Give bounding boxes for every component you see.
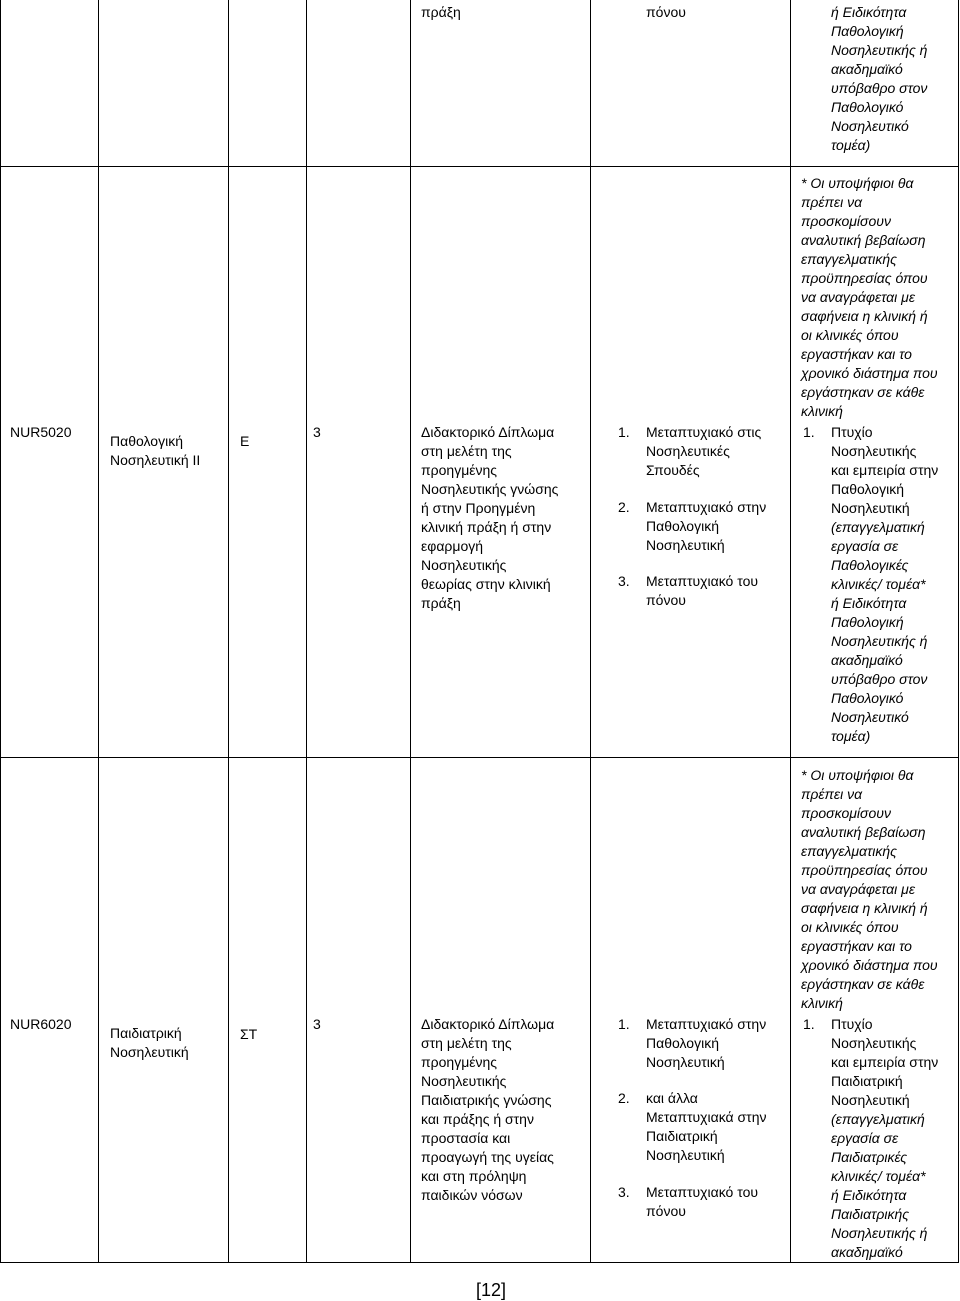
text-line: προϋπηρεσίας όπου bbox=[801, 862, 928, 878]
text-line: Παθολογική bbox=[831, 614, 904, 630]
text-line: Παιδιατρικές bbox=[831, 1149, 908, 1165]
text-line: Νοσηλευτική bbox=[831, 500, 910, 516]
list-item bbox=[618, 498, 788, 558]
table-border-left bbox=[0, 0, 1, 1263]
text-line: * Οι υποψήφιοι θα bbox=[801, 767, 914, 783]
text-line: τομέα) bbox=[831, 728, 871, 744]
text-line: Μεταπτυχιακό στην bbox=[646, 499, 767, 515]
text-line: σαφήνεια η κλινική ή bbox=[801, 308, 928, 324]
text-line: Παθολογική bbox=[646, 1035, 719, 1051]
text-line: πρέπει να bbox=[801, 786, 863, 802]
text-line: πόνου bbox=[646, 1203, 686, 1219]
text-line: Παιδιατρικής bbox=[831, 1206, 910, 1222]
text-line: Παιδιατρική bbox=[110, 1025, 182, 1041]
cell-quals-continued bbox=[831, 3, 927, 155]
text-line: επαγγελματικής bbox=[801, 843, 897, 859]
text-line: οι κλινικές όπου bbox=[801, 919, 899, 935]
text-line: ή Ειδικότητα bbox=[831, 595, 907, 611]
text-line: Παθολογικό bbox=[831, 99, 904, 115]
table-border-right bbox=[958, 0, 959, 1263]
text-line: * Οι υποψήφιοι θα bbox=[801, 175, 914, 191]
course-code: NUR6020 bbox=[10, 1016, 72, 1032]
list-item bbox=[618, 572, 788, 612]
text-line: Νοσηλευτικής bbox=[831, 443, 917, 459]
text-line: Διδακτορικό Δίπλωμα bbox=[421, 1016, 555, 1032]
text-line: Παθολογική bbox=[831, 23, 904, 39]
text-line: πόνου bbox=[646, 592, 686, 608]
text-line: Νοσηλευτικής ή bbox=[831, 42, 928, 58]
text-line: Νοσηλευτικής ή bbox=[831, 633, 928, 649]
text-line: προσκομίσουν bbox=[801, 213, 891, 229]
column-divider bbox=[98, 0, 99, 1263]
text-line: κλινική bbox=[801, 403, 843, 419]
text-line: παιδικών νόσων bbox=[421, 1187, 523, 1203]
cell-prereq-continued: πόνου bbox=[646, 4, 686, 20]
text-line: Παιδιατρική bbox=[646, 1128, 718, 1144]
text-line: εργάστηκαν σε κάθε bbox=[801, 976, 925, 992]
text-line: ακαδημαϊκό bbox=[831, 652, 903, 668]
text-line: κλινικές/ τομέα* bbox=[831, 1168, 926, 1184]
course-title bbox=[110, 1024, 189, 1062]
text-line: και άλλα bbox=[646, 1090, 698, 1106]
column-divider bbox=[306, 0, 307, 1263]
text-line: Νοσηλευτική bbox=[831, 1092, 910, 1108]
text-line: ή στην Προηγμένη bbox=[421, 500, 536, 516]
text-line: κλινική bbox=[801, 995, 843, 1011]
text-line: Παθολογική bbox=[831, 481, 904, 497]
text-line: στη μελέτη της bbox=[421, 1035, 512, 1051]
course-code: NUR5020 bbox=[10, 424, 72, 440]
text-line: Νοσηλευτική ΙΙ bbox=[110, 452, 201, 468]
text-line: Νοσηλευτικό bbox=[831, 709, 909, 725]
row-divider bbox=[0, 757, 959, 758]
text-line: προαγωγή της υγείας bbox=[421, 1149, 554, 1165]
list-item bbox=[618, 1183, 788, 1223]
text-line: και εμπειρία στην bbox=[831, 462, 939, 478]
list-number: 1. bbox=[803, 424, 815, 440]
text-line: υπόβαθρο στον bbox=[831, 671, 928, 687]
text-line: Νοσηλευτικής bbox=[421, 1073, 507, 1089]
text-line: ακαδημαϊκό bbox=[831, 61, 903, 77]
text-line: προηγμένης bbox=[421, 462, 498, 478]
experience-note bbox=[801, 766, 938, 1013]
list-item bbox=[618, 423, 788, 483]
text-line: χρονικό διάστημα που bbox=[801, 957, 938, 973]
text-line: Νοσηλευτικής bbox=[831, 1035, 917, 1051]
text-line: οι κλινικές όπου bbox=[801, 327, 899, 343]
text-line: προϋπηρεσίας όπου bbox=[801, 270, 928, 286]
column-divider bbox=[590, 0, 591, 1263]
text-line: αναλυτική βεβαίωση bbox=[801, 232, 926, 248]
required-degree bbox=[421, 1015, 554, 1205]
list-number: 3. bbox=[618, 1184, 630, 1200]
text-line: αναλυτική βεβαίωση bbox=[801, 824, 926, 840]
list-number: 1. bbox=[618, 1016, 630, 1032]
qualifications bbox=[803, 1015, 958, 1261]
text-line: Διδακτορικό Δίπλωμα bbox=[421, 424, 555, 440]
list-item bbox=[618, 1015, 788, 1075]
text-line: Μεταπτυχιακό του bbox=[646, 573, 759, 589]
column-divider bbox=[228, 0, 229, 1263]
text-line: προηγμένης bbox=[421, 1054, 498, 1070]
cell-content-continued: πράξη bbox=[421, 4, 461, 20]
text-line: προστασία και bbox=[421, 1130, 511, 1146]
text-line: σαφήνεια η κλινική ή bbox=[801, 900, 928, 916]
text-line: Μεταπτυχιακά στην bbox=[646, 1109, 767, 1125]
semester: Ε bbox=[240, 433, 250, 449]
page-number: [12] bbox=[476, 1280, 507, 1300]
text-line: εργαστήκαν και το bbox=[801, 346, 912, 362]
text-line: πρέπει να bbox=[801, 194, 863, 210]
text-line: Παιδιατρική bbox=[831, 1073, 903, 1089]
text-line: εργασία σε bbox=[831, 1130, 899, 1146]
text-line: εργασία σε bbox=[831, 538, 899, 554]
list-number: 1. bbox=[803, 1016, 815, 1032]
text-line: να αναγράφεται με bbox=[801, 289, 915, 305]
text-line: χρονικό διάστημα που bbox=[801, 365, 938, 381]
text-line: Νοσηλευτική bbox=[646, 537, 725, 553]
text-line: και πράξης ή στην bbox=[421, 1111, 534, 1127]
text-line: Σπουδές bbox=[646, 462, 700, 478]
table-border-bottom bbox=[0, 1262, 959, 1263]
text-line: Παιδιατρικής γνώσης bbox=[421, 1092, 552, 1108]
course-title bbox=[110, 432, 200, 470]
text-line: εργαστήκαν και το bbox=[801, 938, 912, 954]
required-degree bbox=[421, 423, 558, 613]
column-divider bbox=[410, 0, 411, 1263]
text-line: κλινικές/ τομέα* bbox=[831, 576, 926, 592]
text-line: Νοσηλευτική bbox=[646, 1147, 725, 1163]
ects-credits: 3 bbox=[313, 1016, 321, 1032]
text-line: Νοσηλευτικής ή bbox=[831, 1225, 928, 1241]
semester: ΣΤ bbox=[240, 1026, 258, 1042]
text-line: υπόβαθρο στον bbox=[831, 80, 928, 96]
text-line: Παθολογικές bbox=[831, 557, 909, 573]
text-line: Μεταπτυχιακό του bbox=[646, 1184, 759, 1200]
text-line: Πτυχίο bbox=[831, 424, 873, 440]
text-line: Παθολογική bbox=[110, 433, 183, 449]
text-line: Μεταπτυχιακό στις bbox=[646, 424, 762, 440]
text-line: στη μελέτη της bbox=[421, 443, 512, 459]
text-line: και στη πρόληψη bbox=[421, 1168, 527, 1184]
text-line: και εμπειρία στην bbox=[831, 1054, 939, 1070]
text-line: Νοσηλευτικές bbox=[646, 443, 730, 459]
text-line: εφαρμογή bbox=[421, 538, 484, 554]
text-line: ή Ειδικότητα bbox=[831, 4, 907, 20]
text-line: Νοσηλευτική bbox=[110, 1044, 189, 1060]
text-line: Πτυχίο bbox=[831, 1016, 873, 1032]
text-line: ακαδημαϊκό bbox=[831, 1244, 903, 1260]
text-line: εργάστηκαν σε κάθε bbox=[801, 384, 925, 400]
text-line: Νοσηλευτικής γνώσης bbox=[421, 481, 559, 497]
text-line: Παθολογική bbox=[646, 518, 719, 534]
text-line: Μεταπτυχιακό στην bbox=[646, 1016, 767, 1032]
text-line: (επαγγελματική bbox=[831, 519, 925, 535]
text-line: ή Ειδικότητα bbox=[831, 1187, 907, 1203]
text-line: κλινική πράξη ή στην bbox=[421, 519, 552, 535]
text-line: Νοσηλευτικό bbox=[831, 118, 909, 134]
column-divider bbox=[790, 0, 791, 1263]
row-divider bbox=[0, 166, 959, 167]
qualifications bbox=[803, 423, 958, 753]
text-line: Παθολογικό bbox=[831, 690, 904, 706]
text-line: επαγγελματικής bbox=[801, 251, 897, 267]
text-line: Νοσηλευτική bbox=[646, 1054, 725, 1070]
list-number: 3. bbox=[618, 573, 630, 589]
list-number: 2. bbox=[618, 1090, 630, 1106]
list-number: 2. bbox=[618, 499, 630, 515]
text-line: θεωρίας στην κλινική bbox=[421, 576, 551, 592]
list-number: 1. bbox=[618, 424, 630, 440]
text-line: προσκομίσουν bbox=[801, 805, 891, 821]
experience-note bbox=[801, 174, 938, 421]
text-line: να αναγράφεται με bbox=[801, 881, 915, 897]
text-line: πράξη bbox=[421, 595, 461, 611]
list-item bbox=[618, 1089, 788, 1169]
text-line: (επαγγελματική bbox=[831, 1111, 925, 1127]
ects-credits: 3 bbox=[313, 424, 321, 440]
text-line: Νοσηλευτικής bbox=[421, 557, 507, 573]
text-line: τομέα) bbox=[831, 137, 871, 153]
